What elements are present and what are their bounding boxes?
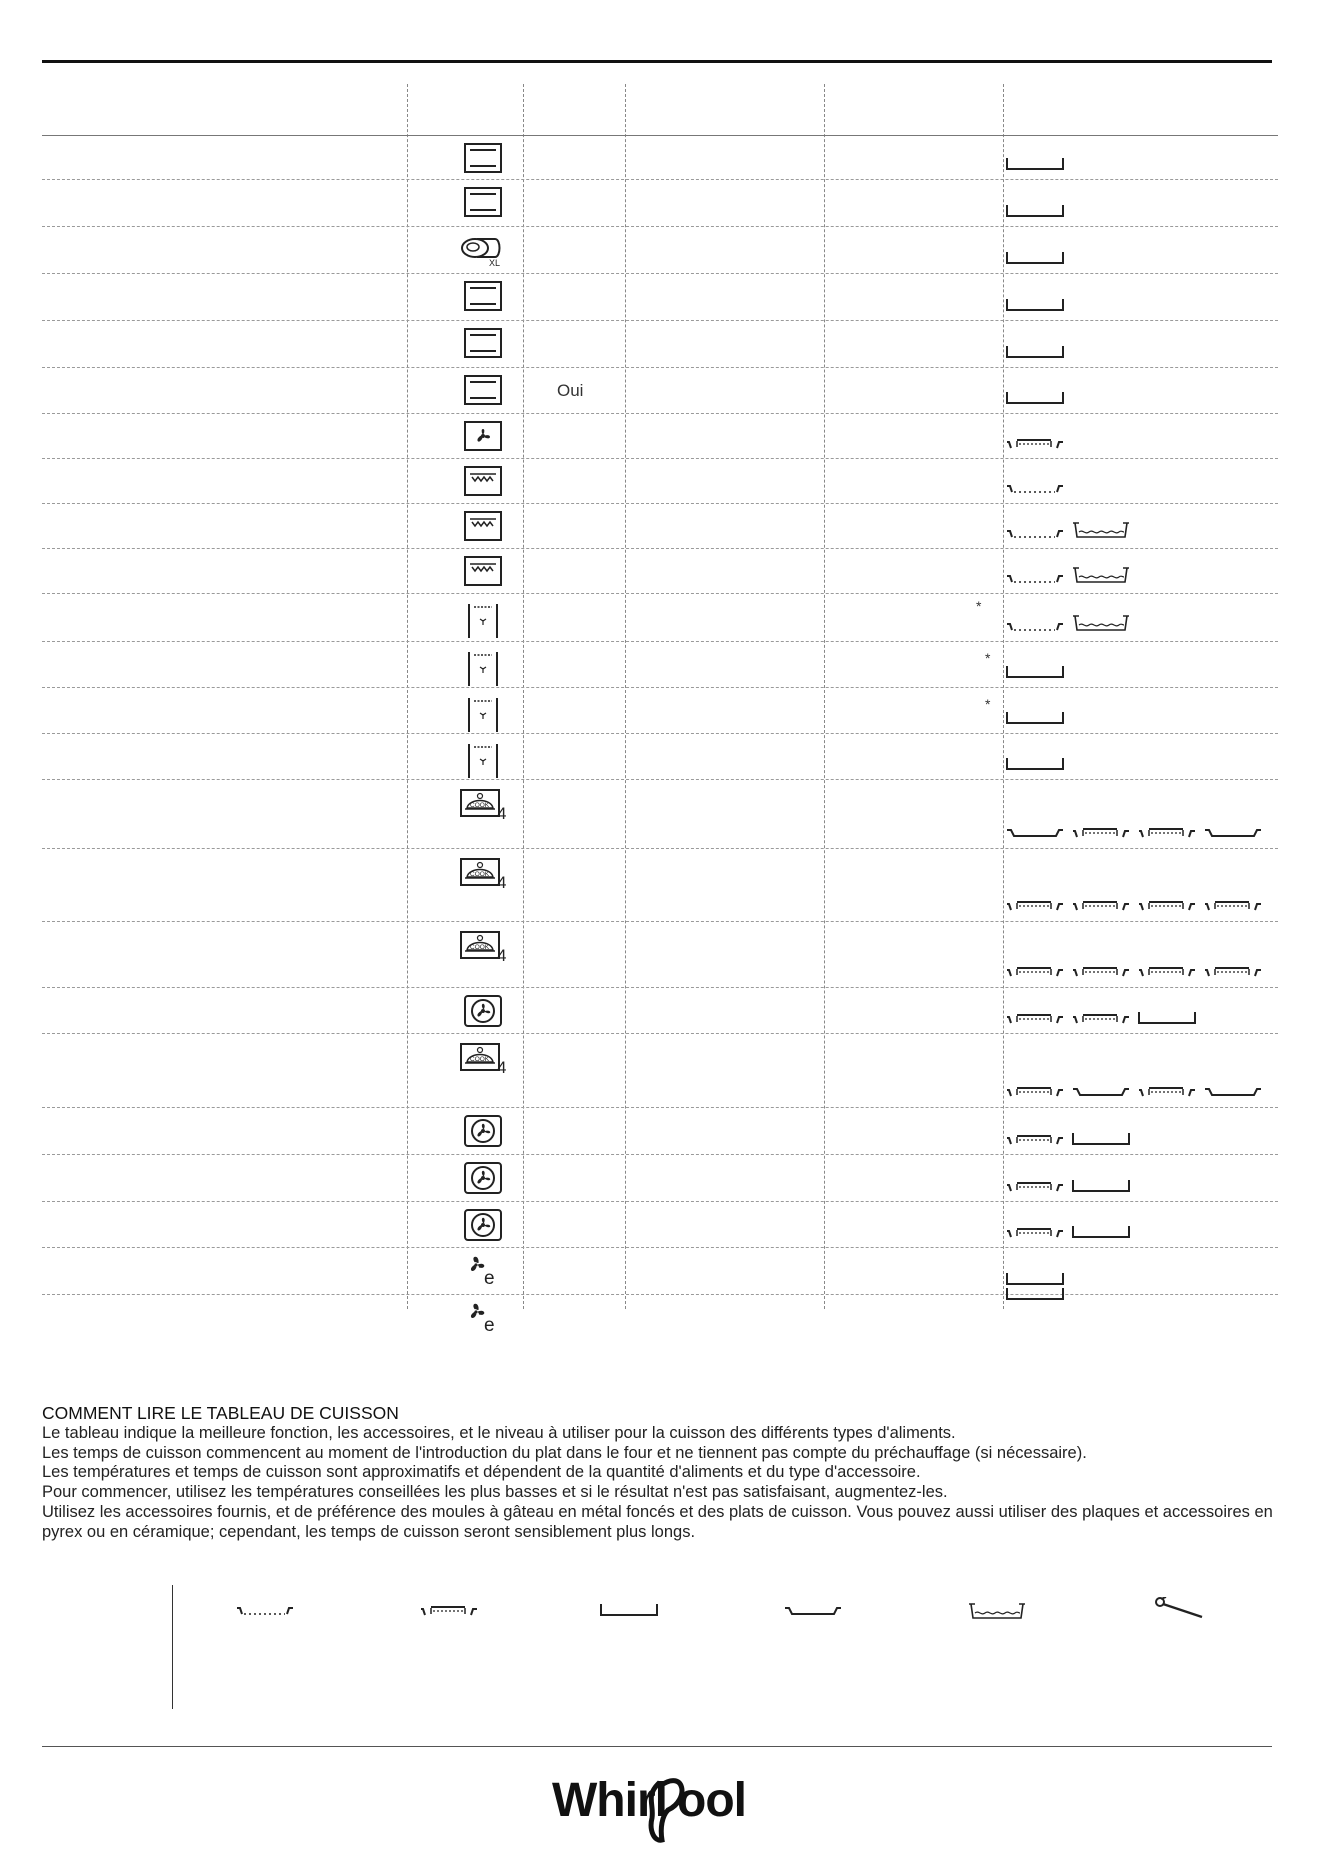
table-row: [42, 1248, 1278, 1295]
table-row: [42, 414, 1278, 459]
wire-shelf-icon: [1005, 481, 1065, 495]
drip-tray-icon: [1071, 567, 1131, 585]
wire-shelf-icon: [1005, 619, 1065, 633]
svg-text:COOK: COOK: [470, 944, 490, 951]
eco-forced-air-icon: [444, 1254, 522, 1288]
legend-oven-tray-icon: [409, 1603, 489, 1617]
svg-text:4: 4: [497, 946, 507, 964]
accessories-cell: [1005, 1132, 1131, 1146]
accessories-cell: [1005, 251, 1065, 265]
svg-text:XL: XL: [489, 258, 501, 267]
baking-tray-icon: [1005, 391, 1065, 405]
accessories-cell: [1005, 1287, 1065, 1301]
accessories-cell: [1005, 1272, 1065, 1286]
table-row: [42, 922, 1278, 988]
how-to-read-line: Pour commencer, utilisez les températures conseillées les plus basses et si le résultat n'est pas satisfaisant, augmentez-les.: [42, 1483, 948, 1502]
accessories-cell: [1005, 436, 1065, 450]
accessories-cell: [1005, 665, 1065, 679]
svg-text:e: e: [484, 1315, 495, 1335]
oven-tray-icon: [1137, 1084, 1197, 1098]
accessories-cell: [1005, 1011, 1197, 1025]
accessories-cell: [1005, 1084, 1263, 1098]
cook4-icon: [444, 786, 522, 822]
table-row: [42, 368, 1278, 414]
table-row: [42, 594, 1278, 642]
baking-tray-icon: [1005, 204, 1065, 218]
convection-icon: [444, 420, 522, 452]
accessories-cell: [1005, 522, 1131, 540]
svg-text:COOK: COOK: [470, 871, 490, 878]
wire-shelf-icon: [1005, 526, 1065, 540]
oven-tray-icon: [1203, 898, 1263, 912]
how-to-read-line: Les temps de cuisson commencent au moment de l'introduction du plat dans le four et ne tiennent pas compte du préchauffage (si nécessaire).: [42, 1443, 1087, 1462]
oven-tray-icon: [1071, 898, 1131, 912]
accessories-cell: [1005, 711, 1065, 725]
oven-tray-icon: [1005, 1225, 1065, 1239]
table-row: [42, 180, 1278, 227]
oven-tray-icon: [1005, 1084, 1065, 1098]
baking-tray-icon: [1005, 157, 1065, 171]
cook4-icon: [444, 1040, 522, 1076]
maxi-cooking-icon: [444, 233, 522, 267]
oven-tray-icon: [1137, 964, 1197, 978]
static-icon: [444, 186, 522, 218]
oven-tray-icon: [1005, 1179, 1065, 1193]
how-to-read-title: COMMENT LIRE LE TABLEAU DE CUISSON: [42, 1403, 399, 1423]
asterisk-note: *: [985, 696, 991, 712]
accessories-cell: [1005, 964, 1263, 978]
how-to-read-line: Utilisez les accessoires fournis, et de préférence des moules à gâteau en métal foncés et des plats de cuisson. Vous pouvez aussi utiliser des plaques et accessoires en pyrex ou en céramique; cependant, les temps de cuisson seront sensiblement plus longs.: [42, 1502, 1273, 1541]
oven-tray-icon: [1137, 825, 1197, 839]
eco-forced-air-icon: [444, 1301, 522, 1335]
svg-text:COOK: COOK: [470, 802, 490, 809]
turbo-grill-icon: [444, 648, 522, 688]
baking-tray-icon: [1071, 1179, 1131, 1193]
table-row: [42, 549, 1278, 594]
oven-tray-icon: [1005, 964, 1065, 978]
svg-text:4: 4: [497, 873, 507, 891]
table-row: [42, 1034, 1278, 1108]
flat-pan-icon: [1005, 825, 1065, 839]
asterisk-note: *: [985, 650, 991, 666]
accessories-cell: [1005, 757, 1065, 771]
cook4-icon: [444, 928, 522, 964]
accessories-cell: [1005, 345, 1065, 359]
oven-tray-icon: [1203, 964, 1263, 978]
baking-tray-icon: [1071, 1225, 1131, 1239]
cooking-table: [42, 0, 1278, 1335]
table-row: [42, 227, 1278, 274]
baking-tray-icon: [1005, 298, 1065, 312]
accessories-cell: [1005, 1225, 1131, 1239]
baking-tray-icon: [1071, 1132, 1131, 1146]
legend-flat-pan-icon: [773, 1603, 853, 1617]
table-row: [42, 734, 1278, 780]
table-row: [42, 1202, 1278, 1248]
baking-tray-icon: [1005, 665, 1065, 679]
accessories-cell: [1005, 391, 1065, 405]
baking-tray-icon: [1005, 757, 1065, 771]
oven-tray-icon: [1071, 1011, 1131, 1025]
oven-tray-icon: [1071, 964, 1131, 978]
forced-air-icon: [444, 1161, 522, 1195]
oven-tray-icon: [1005, 1132, 1065, 1146]
legend-bracket: [172, 1585, 173, 1709]
baking-tray-icon: [1137, 1011, 1197, 1025]
static-icon: [444, 374, 522, 406]
accessories-cell: [1005, 157, 1065, 171]
accessories-cell: [1005, 204, 1065, 218]
table-row: [42, 274, 1278, 321]
accessories-cell: [1005, 898, 1263, 912]
drip-tray-icon: [1071, 615, 1131, 633]
svg-text:Whirl: Whirl: [552, 1774, 667, 1827]
oven-tray-icon: [1137, 898, 1197, 912]
bottom-rule: [42, 1746, 1272, 1747]
baking-tray-icon: [1005, 1287, 1065, 1301]
drip-tray-icon: [1071, 522, 1131, 540]
grill-icon: [444, 555, 522, 587]
turbo-grill-icon: [444, 740, 522, 780]
static-icon: [444, 327, 522, 359]
table-row: [42, 1155, 1278, 1202]
table-row: [42, 780, 1278, 849]
table-row: [42, 459, 1278, 504]
legend-drip-tray-icon: [957, 1603, 1037, 1621]
accessories-cell: [1005, 298, 1065, 312]
legend-baking-tray-icon: [589, 1603, 669, 1617]
table-row: [42, 504, 1278, 549]
oven-tray-icon: [1071, 825, 1131, 839]
accessories-cell: [1005, 481, 1065, 495]
grill-icon: [444, 465, 522, 497]
turbo-grill-icon: [444, 600, 522, 640]
flat-pan-icon: [1071, 1084, 1131, 1098]
asterisk-note: *: [976, 598, 982, 614]
table-row: [42, 321, 1278, 368]
static-icon: [444, 280, 522, 312]
accessories-cell: [1005, 615, 1131, 633]
baking-tray-icon: [1005, 345, 1065, 359]
cook4-icon: [444, 855, 522, 891]
preheat-value: Oui: [557, 381, 584, 400]
baking-tray-icon: [1005, 711, 1065, 725]
static-icon: [444, 142, 522, 174]
baking-tray-icon: [1005, 251, 1065, 265]
svg-text:ool: ool: [677, 1774, 746, 1827]
flat-pan-icon: [1203, 1084, 1263, 1098]
oven-tray-icon: [1005, 436, 1065, 450]
table-row: [42, 1295, 1278, 1335]
how-to-read-section: [42, 1404, 1282, 1543]
turbo-grill-icon: [444, 694, 522, 734]
table-row: [42, 849, 1278, 922]
svg-text:4: 4: [497, 804, 507, 822]
table-row: [42, 642, 1278, 688]
forced-air-icon: [444, 1114, 522, 1148]
grill-icon: [444, 510, 522, 542]
forced-air-icon: [444, 1208, 522, 1242]
how-to-read-line: Le tableau indique la meilleure fonction, les accessoires, et le niveau à utiliser pour la cuisson des différents types d'aliments.: [42, 1423, 956, 1442]
legend-wire-shelf-icon: [225, 1603, 305, 1617]
wire-shelf-icon: [1005, 571, 1065, 585]
svg-text:e: e: [484, 1268, 495, 1288]
table-row: [42, 1108, 1278, 1155]
svg-text:4: 4: [497, 1058, 507, 1076]
table-row: [42, 688, 1278, 734]
table-row: [42, 136, 1278, 180]
oven-tray-icon: [1005, 1011, 1065, 1025]
svg-text:COOK: COOK: [470, 1056, 490, 1063]
accessories-cell: [1005, 1179, 1131, 1193]
accessories-cell: [1005, 567, 1131, 585]
flat-pan-icon: [1203, 825, 1263, 839]
how-to-read-line: Les températures et temps de cuisson sont approximatifs et dépendent de la quantité d'aliments et du type d'accessoire.: [42, 1463, 921, 1482]
oven-tray-icon: [1005, 898, 1065, 912]
baking-tray-icon: [1005, 1272, 1065, 1286]
accessories-cell: [1005, 825, 1263, 839]
forced-air-icon: [444, 994, 522, 1028]
legend-meat-probe-icon: [1140, 1597, 1220, 1619]
table-row: [42, 988, 1278, 1034]
whirlpool-logo: [550, 1760, 774, 1844]
